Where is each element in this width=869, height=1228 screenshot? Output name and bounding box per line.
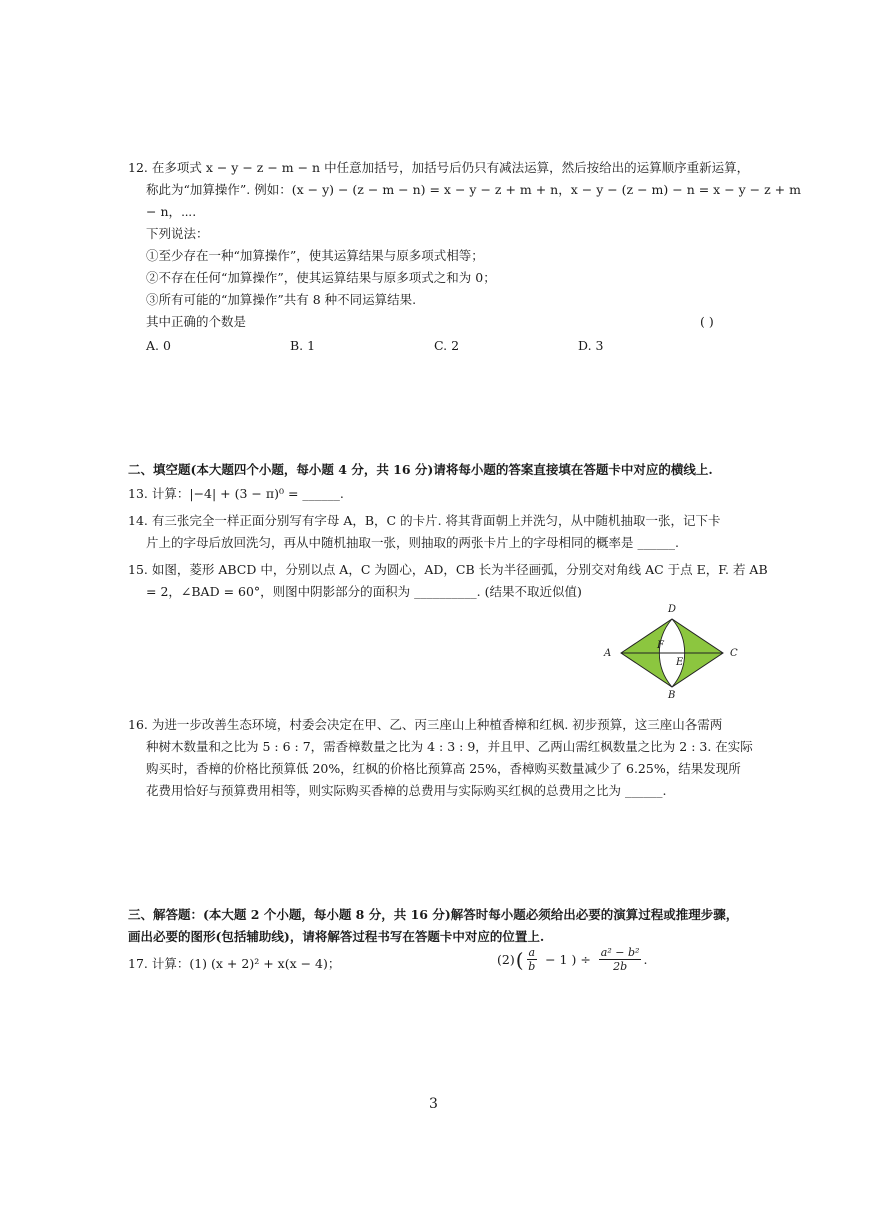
q12-line-2: 称此为“加算操作”. 例如：(x − y) − (z − m − n) = x − y − z + m + n，x − y − (z − m) − n = x − y − z + m — [146, 182, 801, 197]
label-e: E — [676, 657, 684, 668]
q17-part-2 — [497, 946, 647, 973]
q12-option-d: D. 3 — [578, 338, 604, 353]
q15-line-2: = 2，∠BAD = 60°，则图中阴影部分的面积为 __________. (结果不取近似值) — [146, 584, 582, 599]
q17-part-2-label: (2) — [497, 952, 515, 967]
q12-option-b: B. 1 — [290, 338, 316, 353]
label-a: A — [604, 648, 612, 659]
q15-line-1: 15. 如图，菱形 ABCD 中，分别以点 A，C 为圆心，AD，CB 长为半径画弧，分别交对角线 AC 于点 E，F. 若 AB — [128, 562, 768, 577]
section3-heading-line-1: 三、解答题：(本大题 2 个小题，每小题 8 分，共 16 分)解答时每小题必须给出必要的演算过程或推理步骤， — [128, 907, 739, 922]
q17-fraction-1-numerator: a — [528, 946, 536, 959]
q12-option-a: A. 0 — [146, 338, 171, 353]
section3-heading-line-2: 画出必要的图形(包括辅助线)，请将解答过程书写在答题卡中对应的位置上. — [128, 929, 545, 944]
q12-answer-bracket: ( ) — [700, 314, 714, 329]
rhombus-figure — [596, 600, 748, 700]
q17-fraction-1-denominator: b — [528, 960, 536, 973]
q12-line-4: 下列说法： — [146, 226, 209, 241]
q16-line-1: 16. 为进一步改善生态环境，村委会决定在甲、乙、丙三座山上种植香樟和红枫. 初步预算，这三座山各需两 — [128, 717, 723, 732]
q17-fraction-2-denominator: 2b — [613, 960, 628, 973]
q17-period: . — [643, 952, 648, 967]
q14-line-1: 14. 有三张完全一样正面分别写有字母 A，B，C 的卡片. 将其背面朝上并洗匀，从中随机抽取一张，记下卡 — [128, 513, 721, 528]
q12-line-3: − n，⋯. — [146, 204, 197, 219]
q13-text: 13. 计算：|−4| + (3 − π)⁰ = ______. — [128, 486, 344, 501]
label-b: B — [668, 690, 676, 700]
q12-option-c: C. 2 — [434, 338, 460, 353]
q12-statement-1: ①至少存在一种“加算操作”，使其运算结果与原多项式相等； — [146, 248, 484, 263]
page-number: 3 — [429, 1096, 438, 1112]
q16-line-2: 种树木数量和之比为 5 : 6 : 7，需香樟数量之比为 4 : 3 : 9，并且甲、乙两山需红枫数量之比为 2 : 3. 在实际 — [146, 739, 753, 754]
q17-open-paren: ( — [515, 947, 524, 972]
q12-statement-2: ②不存在任何“加算操作”，使其运算结果与原多项式之和为 0； — [146, 270, 496, 285]
q14-line-2: 片上的字母后放回洗匀，再从中随机抽取一张，则抽取的两张卡片上的字母相同的概率是 ______. — [146, 535, 679, 550]
q16-line-4: 花费用恰好与预算费用相等，则实际购买香樟的总费用与实际购买红枫的总费用之比为 ______. — [146, 783, 667, 798]
section2-heading: 二、填空题(本大题四个小题，每小题 4 分，共 16 分)请将每小题的答案直接填在答题卡中对应的横线上. — [128, 462, 713, 477]
q17-part-1: 17. 计算：(1) (x + 2)² + x(x − 4)； — [128, 956, 341, 971]
label-f: F — [657, 640, 664, 651]
q12-statement-3: ③所有可能的“加算操作”共有 8 种不同运算结果. — [146, 292, 417, 307]
label-d: D — [668, 604, 677, 615]
q16-line-3: 购买时，香樟的价格比预算低 20%，红枫的价格比预算高 25%，香樟购买数量减少了 6.25%，结果发现所 — [146, 761, 741, 776]
label-c: C — [730, 648, 738, 659]
q12-question: 其中正确的个数是 — [146, 314, 247, 329]
q17-fraction-1 — [527, 946, 538, 973]
q17-operator: − 1 ) ÷ — [545, 952, 591, 967]
q17-fraction-2 — [599, 946, 642, 973]
q12-line-1: 12. 在多项式 x − y − z − m − n 中任意加括号，加括号后仍只有减法运算，然后按给出的运算顺序重新运算， — [128, 160, 750, 175]
q17-fraction-2-numerator: a² − b² — [600, 946, 640, 959]
